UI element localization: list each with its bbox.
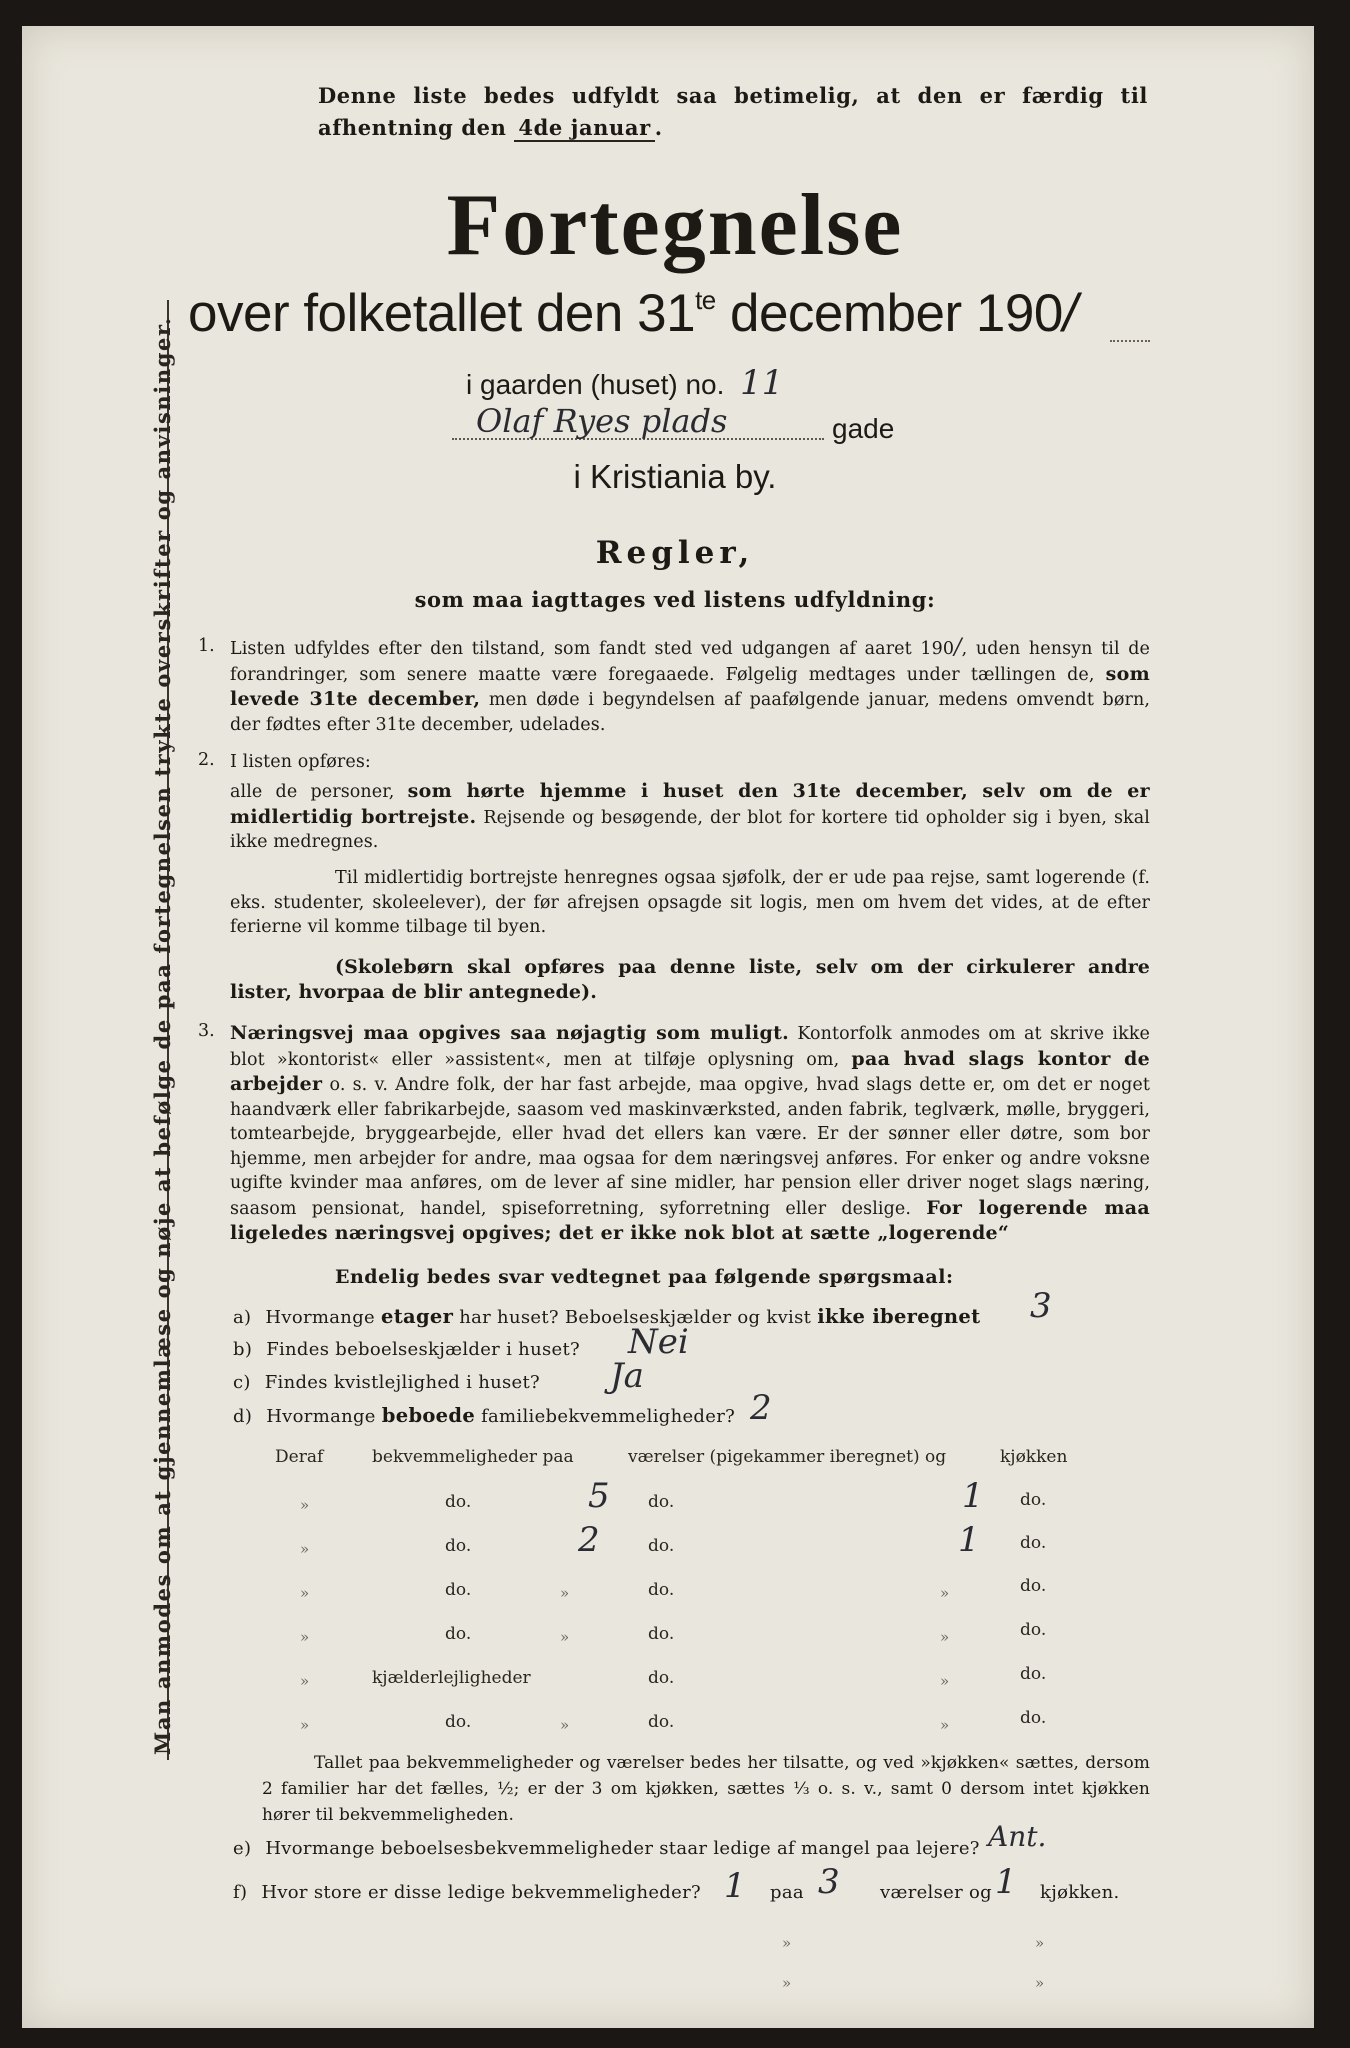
table-row-4-do: do. xyxy=(445,1624,472,1644)
rule-3-bold-1: Næringsvej maa opgives saa nøjagtig som muligt. xyxy=(230,1022,790,1044)
table-row-1-do: do. xyxy=(445,1492,472,1512)
question-a-bold: etager xyxy=(381,1305,454,1328)
street-hand: Olaf Ryes plads xyxy=(476,402,728,440)
table-row-2-rooms: 2 xyxy=(578,1520,600,1560)
gaard-line xyxy=(466,363,783,403)
trailing-quote-4: » xyxy=(1035,1974,1045,1992)
rule-2-intro: I listen opføres: xyxy=(230,752,371,772)
question-f-paa: paa xyxy=(770,1882,804,1903)
table-row-3-do: do. xyxy=(445,1580,472,1600)
table-row-4-do-2: do. xyxy=(648,1624,675,1644)
street-suffix: gade xyxy=(832,413,895,444)
trailing-quote-3: » xyxy=(782,1974,792,1992)
question-c-text: Findes kvistlejlighed i huset? xyxy=(264,1372,540,1393)
rule-1-bold: som levede 31te december, xyxy=(230,662,1150,710)
question-d-label: d) xyxy=(233,1406,253,1427)
table-row-3-do-3: do. xyxy=(1020,1576,1047,1596)
table-row-6-do-2: do. xyxy=(648,1712,675,1732)
trailing-quote-2: » xyxy=(1035,1934,1045,1952)
table-header-kjok: kjøkken xyxy=(1000,1447,1068,1467)
question-d xyxy=(233,1404,735,1427)
rules-heading: Regler, xyxy=(595,535,755,571)
table-row-6-quote-3: » xyxy=(940,1716,950,1734)
answer-c: Ja xyxy=(610,1356,644,1396)
answer-e: Ant. xyxy=(988,1820,1047,1853)
table-row-6-quote-2: » xyxy=(560,1716,570,1734)
answer-f-3: 1 xyxy=(995,1862,1017,1902)
rule-3-bold-3: For logerende maa ligeledes næringsvej opgives; det er ikke nok blot at sætte „logerende“ xyxy=(230,1196,1150,1244)
question-a-text-1: Hvormange xyxy=(265,1307,375,1328)
table-row-3-quote-3: » xyxy=(940,1584,950,1602)
rule-1-number: 1. xyxy=(198,636,215,656)
question-f xyxy=(233,1882,701,1903)
table-row-3-do-2: do. xyxy=(648,1580,675,1600)
table-row-1-kitchens: 1 xyxy=(962,1476,984,1516)
answer-a: 3 xyxy=(1030,1286,1052,1326)
question-e-text: Hvormange beboelsesbekvemmeligheder staar ledige af mangel paa lejere? xyxy=(265,1838,980,1859)
table-row-2-quote: » xyxy=(300,1540,310,1558)
table-row-1-do-3: do. xyxy=(1020,1490,1047,1510)
question-b-label: b) xyxy=(233,1339,253,1360)
table-row-3-quote-2: » xyxy=(560,1584,570,1602)
rules-subheading: som maa iagttages ved listens udfyldning: xyxy=(414,587,936,612)
rule-1-year-hand: / xyxy=(954,635,962,660)
table-header-deraf: Deraf xyxy=(275,1447,324,1467)
question-f-text: Hvor store er disse ledige bekvemmeligheder? xyxy=(261,1882,701,1903)
question-a xyxy=(233,1305,980,1328)
question-a-bold-2: ikke iberegnet xyxy=(817,1305,981,1328)
table-row-5-do-2: do. xyxy=(648,1668,675,1688)
pickup-date: 4de januar xyxy=(514,115,654,142)
question-c-label: c) xyxy=(233,1372,251,1393)
header-note xyxy=(318,80,1148,144)
table-row-6-do-3: do. xyxy=(1020,1708,1047,1728)
answer-d: 2 xyxy=(750,1388,772,1428)
gaard-label: i gaarden (huset) no. xyxy=(466,369,725,400)
table-row-3-quote: » xyxy=(300,1584,310,1602)
page-title: Fortegnelse xyxy=(446,177,904,274)
rule-2-paragraph-2: Til midlertidig bortrejste henregnes ogsaa sjøfolk, der er ude paa rejse, samt logerende (f. eks. studenter, skoleelever), der før afrejsen opsagde sit logis, men om hvem det vides, at de efter ferierne vil komme tilbage til byen. xyxy=(230,868,1150,937)
answer-f-2: 3 xyxy=(818,1862,840,1902)
answer-f-1: 1 xyxy=(724,1866,746,1906)
rule-3-bold-2: paa hvad slags kontor de arbejder xyxy=(230,1047,1150,1095)
question-d-text-2: familiebekvemmeligheder? xyxy=(481,1406,736,1427)
footer-note: Tallet paa bekvemmeligheder og værelser bedes her tilsatte, og ved »kjøkken« sættes, dersom 2 familier har det fælles, ½; er der 3 om kjøkken, sættes ⅓ o. s. v., samt 0 dersom intet kjøkken hører til bekvemmeligheden. xyxy=(262,1753,1150,1825)
question-c xyxy=(233,1372,540,1393)
subtitle-suffix: december 190 xyxy=(715,284,1063,343)
table-row-4-quote-3: » xyxy=(940,1628,950,1646)
question-a-label: a) xyxy=(233,1307,252,1328)
city-line: i Kristiania by. xyxy=(573,458,777,495)
question-d-text-1: Hvormange xyxy=(266,1406,376,1427)
table-row-4-quote-2: » xyxy=(560,1628,570,1646)
rule-3-a: Kontorfolk anmodes om at skrive ikke blot »kontorist« eller »assistent«, men at tilføje oplysning om, xyxy=(230,1024,1150,1070)
rule-2-text xyxy=(230,779,1150,855)
table-header-vaer: værelser (pigekammer iberegnet) og xyxy=(628,1447,947,1467)
table-row-1-do-2: do. xyxy=(648,1492,675,1512)
sidebar-instruction: Man anmodes om at gjennemlæse og nøje at befølge de paa fortegnelsen trykte overskrifter og anvisninger. xyxy=(150,316,175,1755)
rule-3-b: o. s. v. Andre folk, der har fast arbejde, maa opgive, hvad slags dette er, om det er noget haandværk eller fabrikarbejde, saasom ved maskinværksted, anden fabrik, teglværk, mølle, bryggeri, tomtearbejde, bryggearbejde, eller hvad det ellers kan være. Er der sønner eller døtre, som bor hjemme, men arbejder for andre, maa ogsaa for dem næringsvej anføres. For enker og andre voksne ugifte kvinder maa anføres, om de lever af sine midler, har pension eller driver noget slags næring, saasom pensionat, handel, spiseforretning, syforretning eller deslige. xyxy=(230,1075,1150,1219)
subtitle-sup: te xyxy=(695,285,716,315)
question-a-text-2: har huset? Beboelseskjælder og kvist xyxy=(459,1307,812,1328)
header-note-suffix: . xyxy=(654,115,663,140)
gaard-number: 11 xyxy=(740,363,784,403)
question-d-bold: beboede xyxy=(381,1404,476,1427)
subtitle-prefix: over folketallet den 31 xyxy=(188,284,696,343)
table-row-5-quote-3: » xyxy=(940,1672,950,1690)
table-row-2-do: do. xyxy=(445,1536,472,1556)
table-row-6-do: do. xyxy=(445,1712,472,1732)
rule-2-paragraph-3: (Skolebørn skal opføres paa denne liste, selv om der cirkulerer andre lister, hvorpaa de blir antegnede). xyxy=(230,956,1150,1003)
question-f-label: f) xyxy=(233,1882,248,1903)
rule-2-bold: som hørte hjemme i huset den 31te december, selv om de er midlertidig bortrejste. xyxy=(230,780,1150,828)
rule-2-b: Rejsende og besøgende, der blot for kortere tid opholder sig i byen, skal ikke medregnes. xyxy=(230,807,1150,852)
table-row-2-kitchens: 1 xyxy=(958,1520,980,1560)
question-e-label: e) xyxy=(233,1838,252,1859)
street-line xyxy=(452,402,830,442)
rule-3-text xyxy=(230,1021,1150,1247)
subtitle-year-hand: / xyxy=(1062,284,1078,343)
table-header-bekv: bekvemmeligheder paa xyxy=(372,1447,574,1467)
question-e xyxy=(233,1838,980,1859)
rule-2-a: alle de personer, xyxy=(230,782,395,802)
rule-3-number: 3. xyxy=(198,1021,215,1041)
question-f-vaer: værelser og xyxy=(880,1882,992,1903)
question-b xyxy=(233,1339,580,1360)
table-row-4-quote: » xyxy=(300,1628,310,1646)
table-row-2-do-3: do. xyxy=(1020,1533,1047,1553)
questions-intro: Endelig bedes svar vedtegnet paa følgende spørgsmaal: xyxy=(335,1266,954,1288)
answer-b: Nei xyxy=(628,1322,689,1362)
header-note-text: Denne liste bedes udfyldt saa betimelig, at den er færdig til afhentning den xyxy=(318,83,1148,140)
rule-1-text xyxy=(230,636,1150,737)
table-row-2-do-2: do. xyxy=(648,1536,675,1556)
rule-1-a: Listen udfyldes efter den tilstand, som fandt sted ved udgangen af aaret 190 xyxy=(230,639,955,659)
rule-2-number: 2. xyxy=(198,750,215,770)
table-row-4-do-3: do. xyxy=(1020,1620,1047,1640)
page-subtitle xyxy=(188,283,1077,344)
trailing-quote-1: » xyxy=(782,1934,792,1952)
rule-1-c: men døde i begyndelsen af paafølgende januar, medens omvendt børn, der fødtes efter 31te december, udelades. xyxy=(230,690,1150,735)
table-row-5-quote: » xyxy=(300,1672,310,1690)
table-row-1-quote: » xyxy=(300,1496,310,1514)
question-f-kjok: kjøkken. xyxy=(1040,1882,1120,1903)
subtitle-dots xyxy=(1110,340,1150,342)
table-row-1-rooms: 5 xyxy=(588,1476,610,1516)
table-row-5-do-3: do. xyxy=(1020,1664,1047,1684)
rule-1-b: , uden hensyn til de forandringer, som senere maatte være foregaaede. Følgelig medtages under tællingen de, xyxy=(230,639,1150,685)
table-row-6-quote: » xyxy=(300,1716,310,1734)
table-row-5-label: kjælderlejligheder xyxy=(372,1668,531,1688)
question-b-text: Findes beboelseskjælder i huset? xyxy=(266,1339,580,1360)
